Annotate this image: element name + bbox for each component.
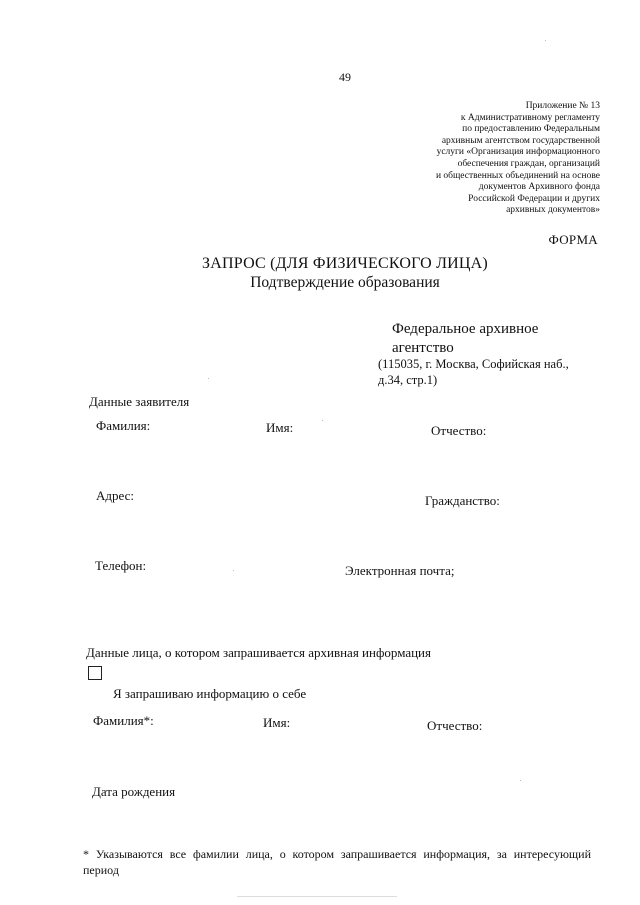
addressee-name: Федеральное архивное агентство: [392, 321, 539, 356]
self-request-label: Я запрашиваю информацию о себе: [113, 686, 307, 701]
subject-name-label: Имя:: [263, 715, 291, 730]
document-subtitle: Подтверждение образования: [250, 274, 440, 291]
appendix-line: по предоставлению Федеральным: [462, 124, 600, 135]
scan-speck: [208, 378, 209, 379]
document-title: ЗАПРОС (ДЛЯ ФИЗИЧЕСКОГО ЛИЦА): [202, 255, 488, 272]
appendix-line: обеспечения граждан, организаций: [457, 158, 600, 169]
appendix-line: и общественных объединений на основе: [435, 170, 600, 181]
applicant-patronymic-label: Отчество:: [431, 423, 487, 438]
scan-speck: [322, 420, 323, 421]
footnote: * Указываются все фамилии лица, о котором запрашивается информация, за интересующий период: [83, 847, 591, 877]
appendix-note: [360, 101, 600, 217]
scan-speck: [233, 570, 234, 571]
scan-edge-line: [237, 896, 397, 897]
appendix-line: Приложение № 13: [525, 101, 600, 111]
applicant-citizenship-label: Гражданство:: [425, 493, 500, 508]
subject-birth-date-label: Дата рождения: [92, 784, 176, 799]
addressee-address: (115035, г. Москва, Софийская наб., д.34, стр.1): [378, 357, 569, 387]
appendix-line: архивным агентством государственной: [441, 135, 600, 146]
applicant-email-label: Электронная почта;: [345, 563, 455, 578]
subject-heading: Данные лица, о котором запрашивается архивная информация: [86, 645, 431, 660]
applicant-phone-label: Телефон:: [95, 558, 147, 573]
appendix-line: архивных документов»: [506, 205, 600, 216]
applicant-surname-label: Фамилия:: [96, 418, 151, 433]
page-number: 49: [339, 70, 351, 84]
appendix-line: Российской Федерации и других: [468, 193, 600, 204]
applicant-heading: Данные заявителя: [89, 394, 190, 409]
applicant-address-label: Адрес:: [96, 488, 134, 503]
appendix-line: документов Архивного фонда: [478, 182, 600, 193]
appendix-line: услуги «Организация информационного: [436, 147, 600, 158]
form-label: ФОРМА: [548, 232, 598, 247]
scan-speck: [545, 40, 546, 41]
appendix-line: к Административному регламенту: [460, 112, 600, 123]
self-request-checkbox[interactable]: [88, 666, 102, 680]
applicant-name-label: Имя:: [266, 420, 294, 435]
scan-speck: [520, 780, 521, 781]
subject-patronymic-label: Отчество:: [427, 718, 483, 733]
subject-surname-label: Фамилия*:: [93, 713, 154, 728]
